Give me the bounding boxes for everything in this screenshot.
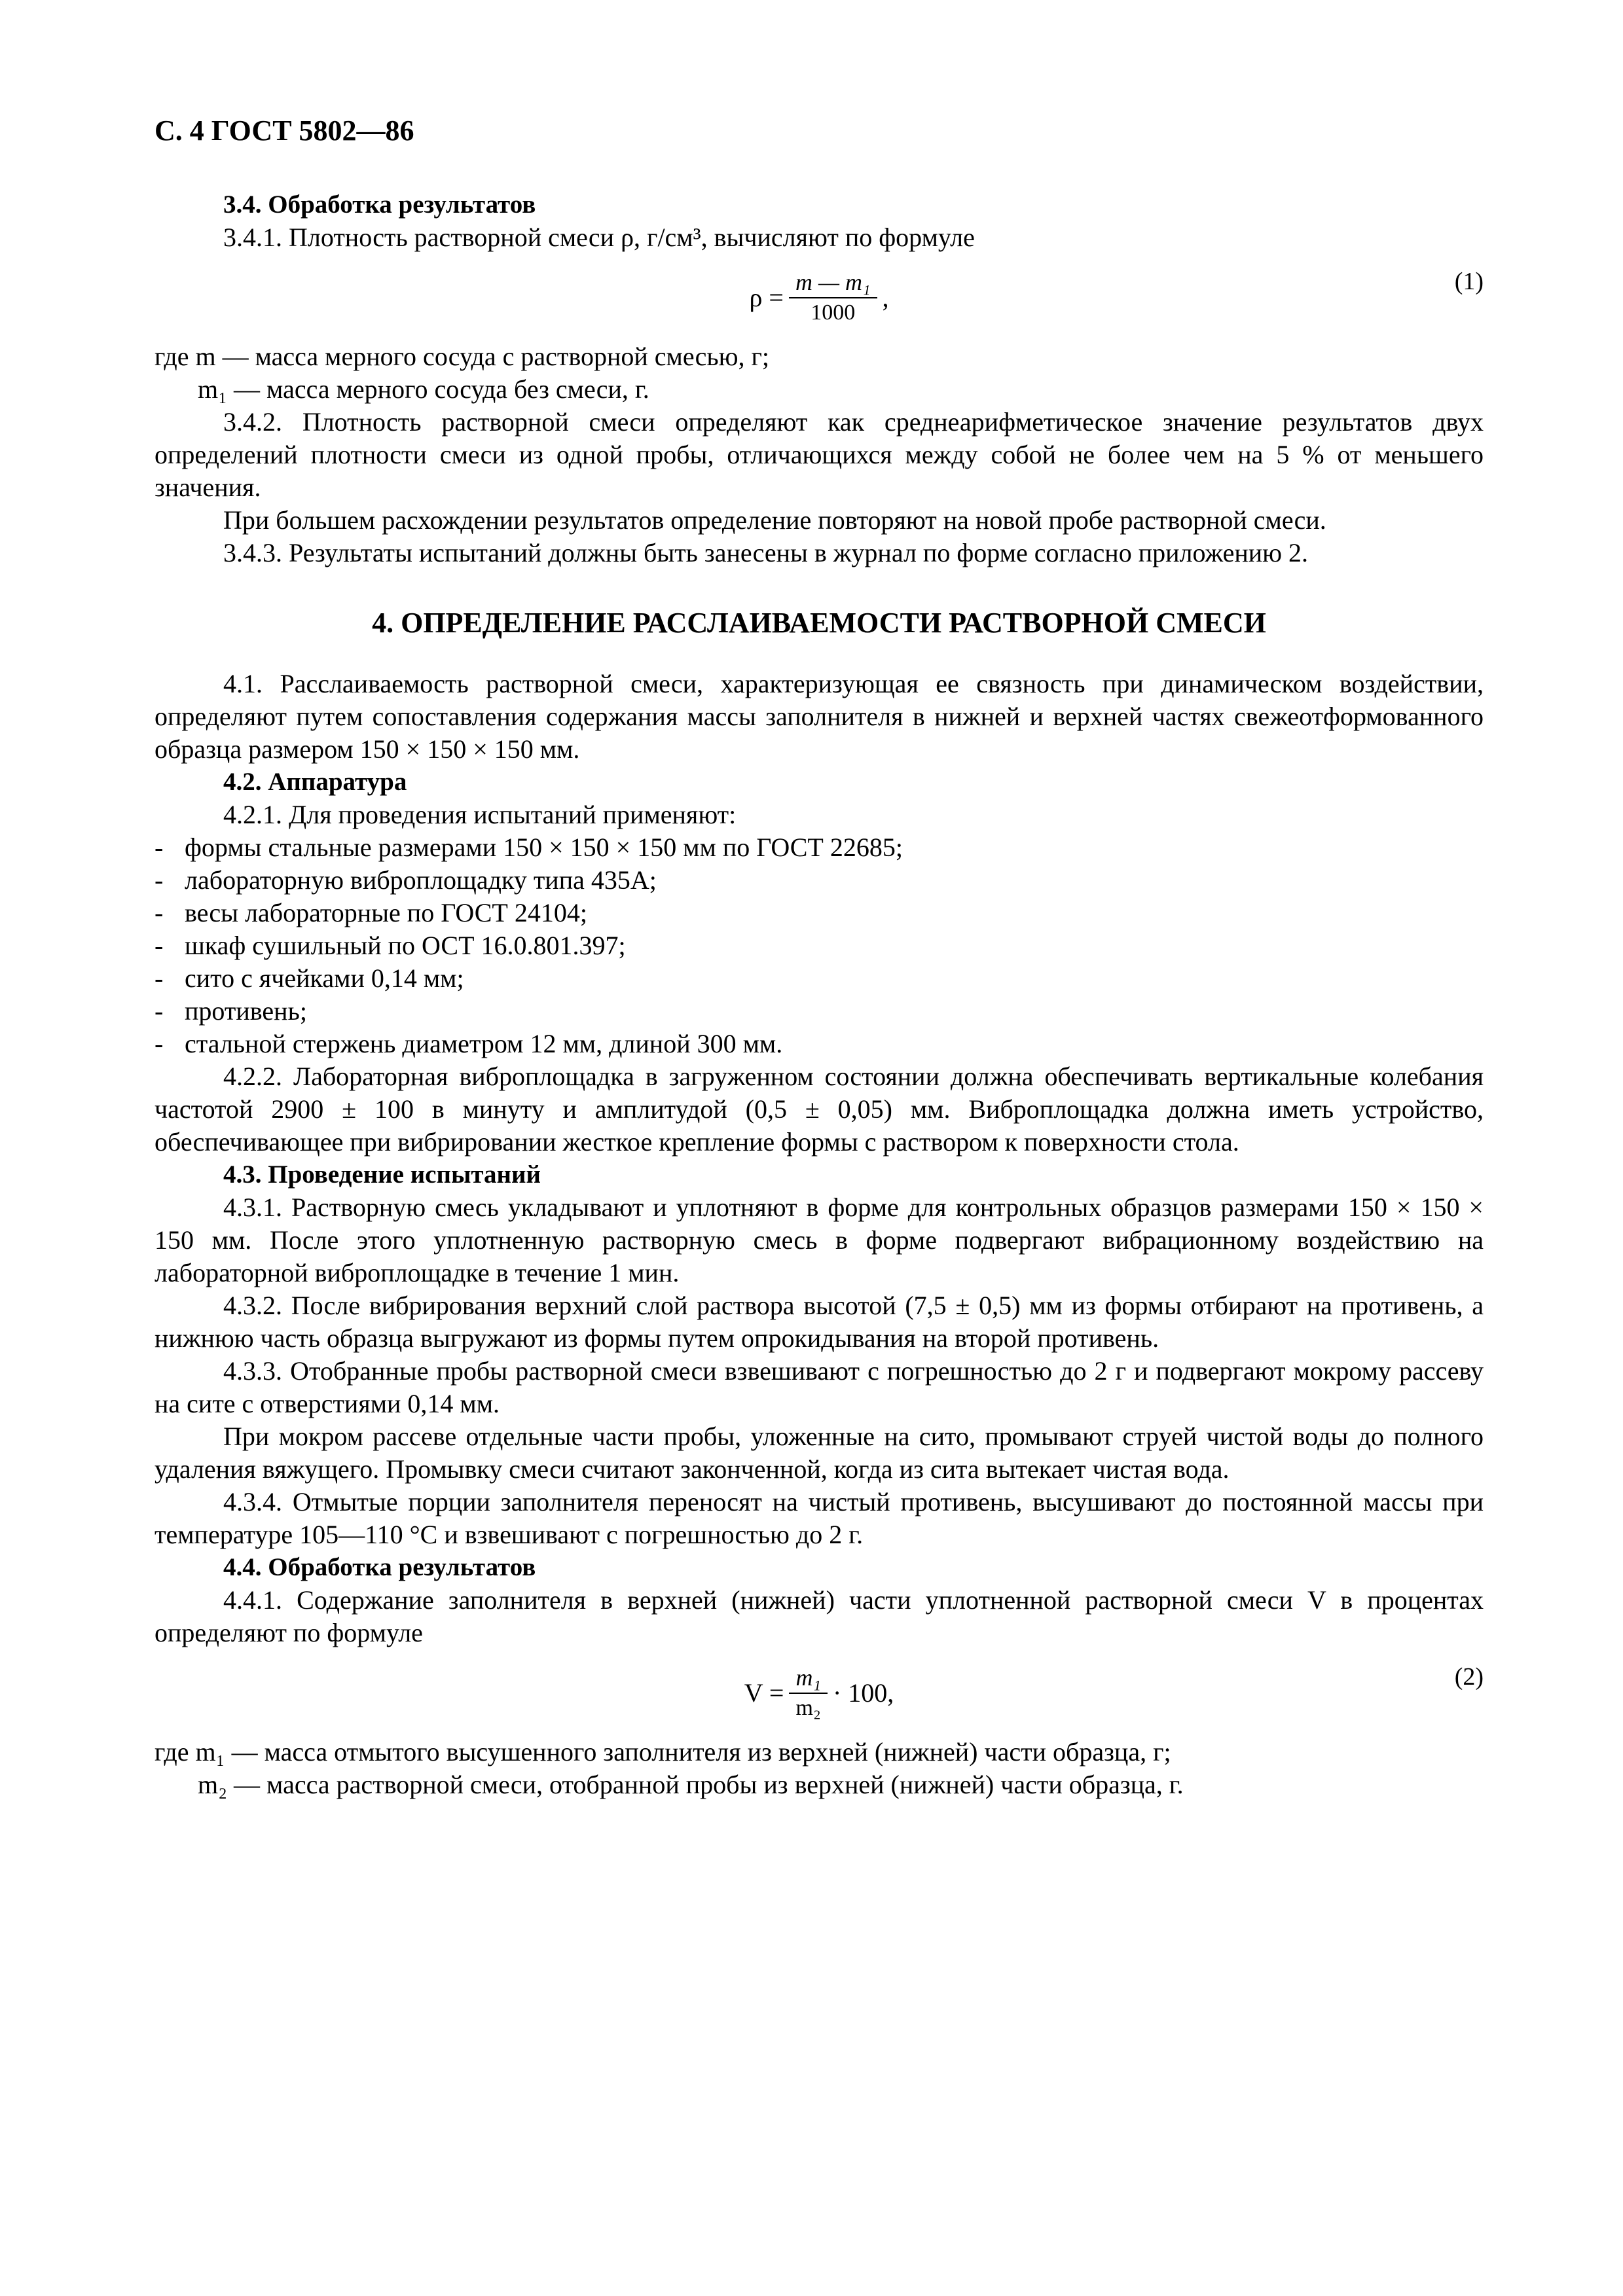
para-3-4-1: 3.4.1. Плотность растворной смеси ρ, г/см³, вычисляют по формуле: [223, 223, 975, 252]
formula-2: [155, 1653, 1484, 1732]
where-1-m: где m — масса мерного сосуда с растворной смесью, г;: [155, 342, 770, 371]
formula-1-fraction: [789, 267, 877, 327]
para-4-3-3b: При мокром рассеве отдельные части пробы, уложенные на сито, промывают струей чистой воды до полного удаления вяжущего. Промывку смеси считают законченной, когда из сита вытекает чистая вода.: [155, 1422, 1484, 1484]
para-3-4-2b: При большем расхождении результатов определение повторяют на новой пробе растворной смеси.: [223, 505, 1326, 535]
para-4-3-3: 4.3.3. Отобранные пробы растворной смеси взвешивают с погрешностью до 2 г и подвергают мокрому рассеву на сите с отверстиями 0,14 мм.: [155, 1356, 1484, 1418]
para-4-3-1: 4.3.1. Растворную смесь укладывают и уплотняют в форме для контрольных образцов размерами 150 × 150 × 150 мм. После этого уплотненную растворную смесь в форме подвергают вибрационному воздействию на лабораторной виброплощадке в течение 1 мин.: [155, 1193, 1484, 1287]
para-4-3-2: 4.3.2. После вибрирования верхний слой раствора высотой (7,5 ± 0,5) мм из формы отбирают на противень, а нижнюю часть образца выгружают из формы путем опрокидывания на второй противень.: [155, 1291, 1484, 1353]
formula-2-fraction: [789, 1662, 828, 1723]
para-4-3-4: 4.3.4. Отмытые порции заполнителя переносят на чистый противень, высушивают до постоянной массы при температуре 105—110 °С и взвешивают с погрешностью до 2 г.: [155, 1487, 1484, 1549]
para-4-4-1: 4.4.1. Содержание заполнителя в верхней (нижней) части уплотненной растворной смеси V в процентах определяют по формуле: [155, 1585, 1484, 1647]
equipment-list: [155, 831, 1484, 1060]
formula-1-denominator: 1000: [811, 300, 856, 325]
list-item: - шкаф сушильный по ОСТ 16.0.801.397;: [155, 931, 626, 960]
formula-1-tail: ,: [882, 282, 889, 312]
formula-2-numerator: m₁: [789, 1662, 828, 1694]
where-1-m1: m₁ — масса мерного сосуда без смеси, г.: [198, 374, 649, 404]
where-2-m2: m₂ — масса растворной смеси, отобранной пробы из верхней (нижней) части образца, г.: [198, 1770, 1184, 1799]
list-item: - стальной стержень диаметром 12 мм, длиной 300 мм.: [155, 1029, 783, 1058]
formula-1-lhs: ρ =: [749, 282, 784, 312]
document-page: [155, 111, 1484, 1801]
section-4-title: 4. ОПРЕДЕЛЕНИЕ РАССЛАИВАЕМОСТИ РАСТВОРНОЙ СМЕСИ: [372, 607, 1266, 639]
section-4-4-title: 4.4. Обработка результатов: [223, 1553, 536, 1581]
para-3-4-3: 3.4.3. Результаты испытаний должны быть занесены в журнал по форме согласно приложению 2.: [223, 538, 1309, 567]
page-header: С. 4 ГОСТ 5802—86: [155, 115, 414, 147]
formula-1-numerator: m — m₁: [789, 267, 877, 298]
formula-2-number: (2): [1454, 1663, 1484, 1691]
list-item: - весы лабораторные по ГОСТ 24104;: [155, 898, 587, 927]
para-4-2-2: 4.2.2. Лабораторная виброплощадка в загруженном состоянии должна обеспечивать вертикальные колебания частотой 2900 ± 100 в минуту и амплитудой (0,5 ± 0,05) мм. Виброплощадка должна иметь устройство, обеспечивающее при вибрировании жесткое крепление формы с раствором к поверхности стола.: [155, 1062, 1484, 1157]
formula-1: [155, 258, 1484, 336]
where-2-m1: где m₁ — масса отмытого высушенного заполнителя из верхней (нижней) части образца, г;: [155, 1737, 1171, 1767]
section-4-3-title: 4.3. Проведение испытаний: [223, 1160, 541, 1189]
list-item: - формы стальные размерами 150 × 150 × 150 мм по ГОСТ 22685;: [155, 833, 903, 862]
list-item: - противень;: [155, 996, 307, 1026]
para-3-4-2: 3.4.2. Плотность растворной смеси определяют как среднеарифметическое значение результатов двух определений плотности смеси из одной пробы, отличающихся между собой не более чем на 5 % от меньшего значения.: [155, 407, 1484, 502]
section-3-4-title: 3.4. Обработка результатов: [223, 190, 536, 219]
formula-2-tail: · 100,: [832, 1677, 894, 1708]
para-4-1: 4.1. Расслаиваемость растворной смеси, характеризующая ее связность при динамическом воздействии, определяют путем сопоставления содержания массы заполнителя в нижней и верхней частях свежеотформованного образца размером 150 × 150 × 150 мм.: [155, 669, 1484, 764]
list-item: - сито с ячейками 0,14 мм;: [155, 963, 464, 993]
formula-2-lhs: V =: [744, 1677, 784, 1708]
formula-1-number: (1): [1454, 268, 1484, 295]
para-4-2-1: 4.2.1. Для проведения испытаний применяют:: [223, 800, 737, 829]
list-item: - лабораторную виброплощадку типа 435А;: [155, 865, 657, 895]
formula-2-denominator: m₂: [795, 1696, 821, 1720]
section-4-2-title: 4.2. Аппаратура: [223, 768, 407, 796]
